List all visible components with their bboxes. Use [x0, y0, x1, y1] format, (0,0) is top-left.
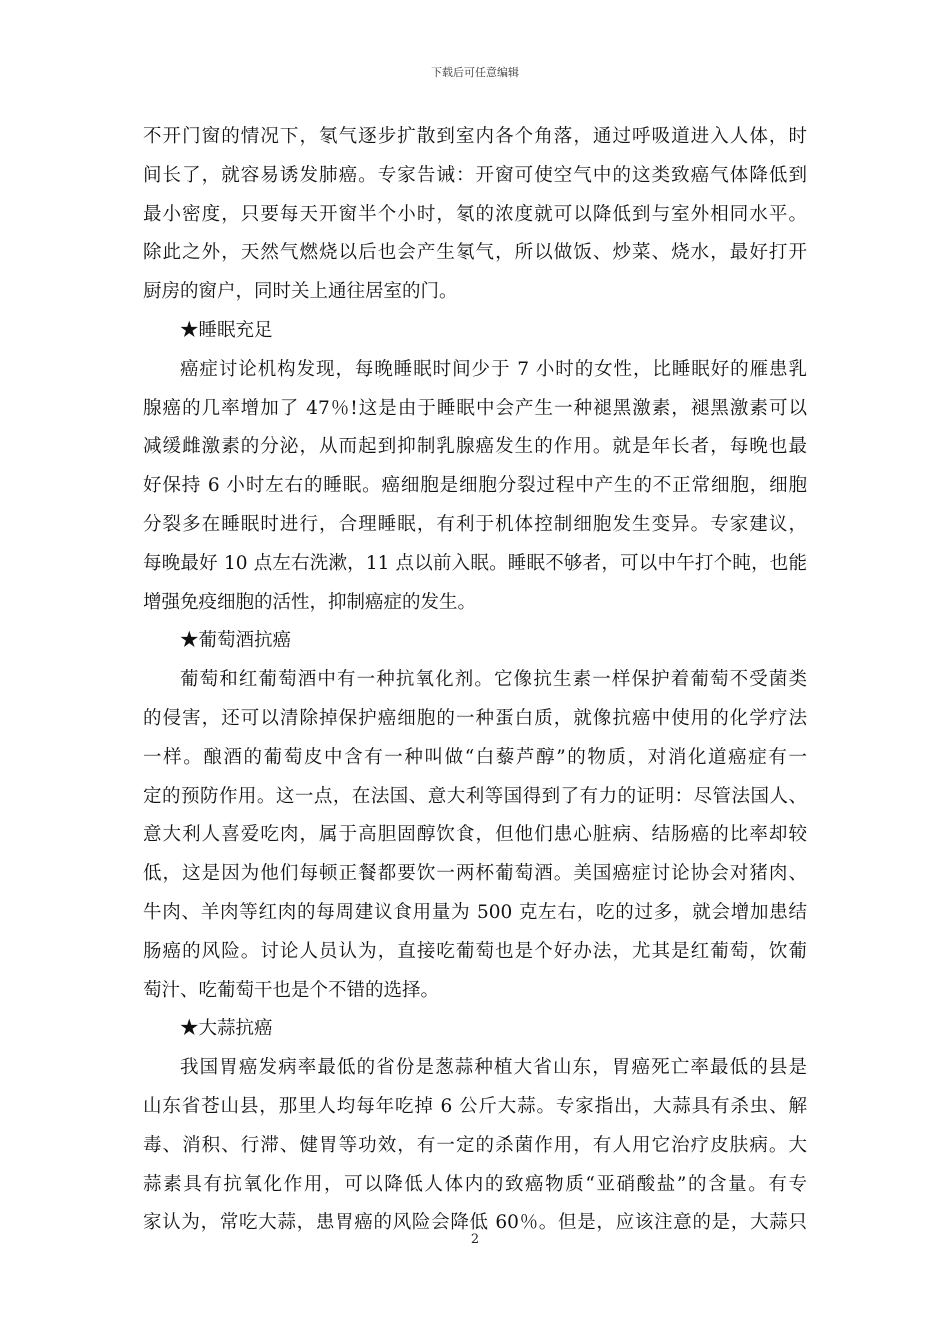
text-line: 低，这是因为他们每顿正餐都要饮一两杯葡萄酒。美国癌症讨论协会对猪肉、	[143, 863, 807, 885]
paragraph-radon	[143, 118, 807, 312]
paragraph-sleep	[143, 351, 807, 623]
page-header: 下载后可任意编辑	[431, 66, 519, 79]
text-line: 不开门窗的情况下，氡气逐步扩散到室内各个角落，通过呼吸道进入人体，时	[143, 126, 807, 147]
section-heading-wine: ★葡萄酒抗癌	[180, 630, 292, 652]
text-line: 肠癌的风险。讨论人员认为，直接吃葡萄也是个好办法，尤其是红葡萄，饮葡	[143, 940, 807, 962]
text-line: 除此之外，天然气燃烧以后也会产生氡气，所以做饭、炒菜、烧水，最好打开	[143, 242, 807, 264]
text-line: 定的预防作用。这一点，在法国、意大利等国得到了有力的证明：尽管法国人、	[143, 785, 807, 807]
text-line: 每晚最好 10 点左右洗漱，11 点以前入眠。睡眠不够者，可以中午打个盹，也能	[143, 552, 807, 574]
section-heading-sleep: ★睡眠充足	[180, 319, 273, 341]
text-line: 萄汁、吃葡萄干也是个不错的选择。	[143, 979, 440, 1001]
text-line: 好保持 6 小时左右的睡眠。癌细胞是细胞分裂过程中产生的不正常细胞，细胞	[143, 475, 807, 497]
text-line: 一样。酿酒的葡萄皮中含有一种叫做“白藜芦醇”的物质，对消化道癌症有一	[143, 746, 807, 768]
text-line: 厨房的窗户，同时关上通往居室的门。	[143, 281, 458, 303]
text-line: 腺癌的几率增加了 47％!这是由于睡眠中会产生一种褪黑激素，褪黑激素可以	[143, 397, 807, 419]
text-line: 癌症讨论机构发现，每晚睡眠时间少于 7 小时的女性，比睡眠好的雁患乳	[180, 358, 807, 380]
text-line: 的侵害，还可以清除掉保护癌细胞的一种蛋白质，就像抗癌中使用的化学疗法	[143, 707, 807, 729]
paragraph-garlic	[143, 1049, 807, 1243]
text-line: 最小密度，只要每天开窗半个小时，氡的浓度就可以降低到与室外相同水平。	[143, 203, 807, 225]
text-line: 我国胃癌发病率最低的省份是葱蒜种植大省山东，胃癌死亡率最低的县是	[180, 1057, 807, 1079]
text-line: 毒、消积、行滞、健胃等功效，有一定的杀菌作用，有人用它治疗皮肤病。大	[143, 1134, 807, 1156]
text-line: 分裂多在睡眠时进行，合理睡眠，有利于机体控制细胞发生变异。专家建议，	[143, 513, 807, 535]
text-line: 山东省苍山县，那里人均每年吃掉 6 公斤大蒜。专家指出，大蒜具有杀虫、解	[143, 1095, 807, 1117]
paragraph-wine	[143, 661, 807, 1010]
text-line: 意大利人喜爱吃肉，属于高胆固醇饮食，但他们患心脏病、结肠癌的比率却较	[143, 824, 807, 846]
text-line: 蒜素具有抗氧化作用，可以降低人体内的致癌物质“亚硝酸盐”的含量。有专	[143, 1173, 807, 1195]
page-number: 2	[470, 1232, 480, 1247]
text-line: 牛肉、羊肉等红肉的每周建议食用量为 500 克左右，吃的过多，就会增加患结	[143, 901, 807, 923]
text-line: 葡萄和红葡萄酒中有一种抗氧化剂。它像抗生素一样保护着葡萄不受菌类	[180, 669, 807, 691]
text-line: 家认为，常吃大蒜，患胃癌的风险会降低 60％。但是，应该注意的是，大蒜只	[143, 1212, 807, 1234]
text-line: 间长了，就容易诱发肺癌。专家告诫：开窗可使空气中的这类致癌气体降低到	[143, 164, 807, 186]
text-line: 减缓雌激素的分泌，从而起到抑制乳腺癌发生的作用。就是年长者，每晚也最	[143, 436, 807, 458]
text-line: 增强免疫细胞的活性，抑制癌症的发生。	[143, 591, 477, 613]
section-heading-garlic: ★大蒜抗癌	[180, 1018, 273, 1040]
document-body	[143, 118, 807, 1243]
